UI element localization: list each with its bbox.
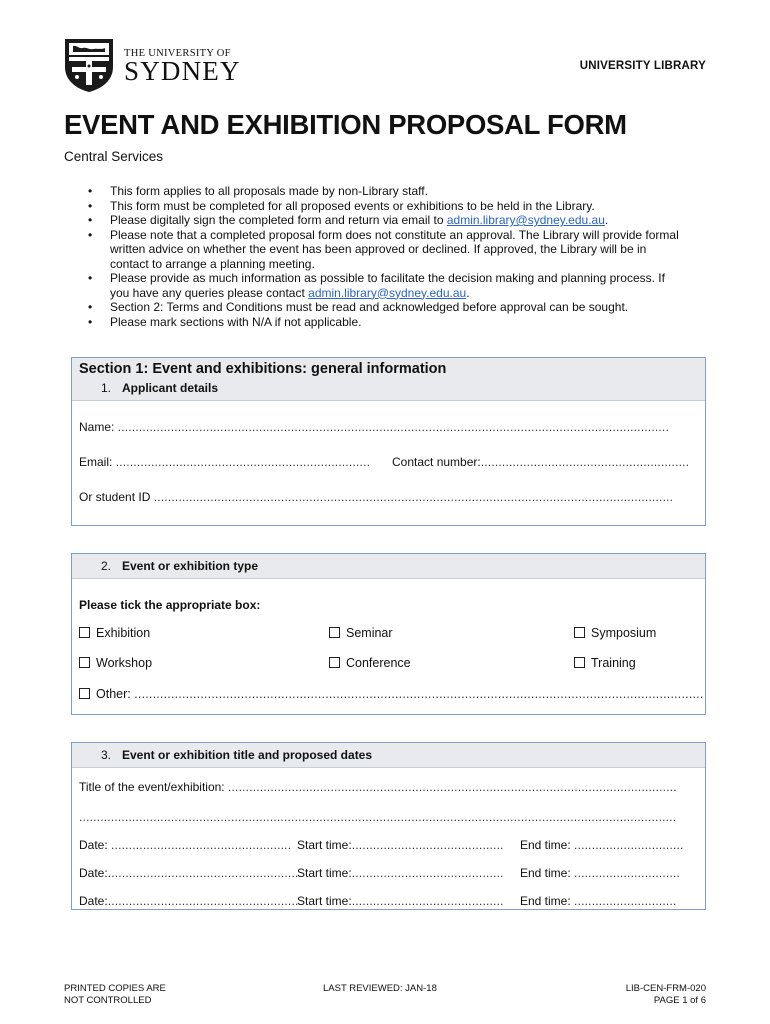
footer-left: PRINTED COPIES ARE NOT CONTROLLED — [64, 983, 166, 1006]
section1-title: Section 1: Event and exhibitions: general information — [79, 361, 447, 377]
section1-header — [72, 358, 705, 401]
event-type-heading: 2. Event or exhibition type — [101, 559, 259, 573]
section3-title-dates-box — [71, 742, 706, 910]
list-item: • This form must be completed for all proposed events or exhibitions to be held in the Library. — [86, 199, 686, 214]
event-title-field[interactable]: Title of the event/exhibition: ............................................................................................................................... — [79, 780, 677, 794]
section3-header — [72, 743, 705, 768]
university-name-small: THE UNIVERSITY OF — [124, 48, 231, 59]
university-crest-icon — [63, 37, 115, 93]
date-field[interactable]: Date:...................................................... — [79, 894, 299, 908]
email-field[interactable]: Email: ........................................................................ — [79, 455, 371, 469]
footer-reviewed: LAST REVIEWED: JAN-18 — [323, 983, 437, 994]
workshop-checkbox[interactable]: Workshop — [79, 656, 152, 670]
section1-applicant-box — [71, 357, 706, 526]
list-item: • Please provide as much information as possible to facilitate the decision making and planning process. If you have any queries please contact admin.library@sydney.edu.au. — [86, 271, 686, 300]
date-field[interactable]: Date:...................................................... — [79, 866, 299, 880]
instructions-list — [86, 184, 686, 329]
other-checkbox[interactable]: Other: ........................................................................................................................................................... — [79, 687, 704, 701]
symposium-checkbox[interactable]: Symposium — [574, 626, 656, 640]
name-field[interactable]: Name: ............................................................................................................................................................ — [79, 420, 669, 434]
training-checkbox[interactable]: Training — [574, 656, 636, 670]
section2-event-type-box — [71, 553, 706, 715]
end-time-field[interactable]: End time: .............................. — [520, 866, 681, 880]
page-subtitle: Central Services — [64, 149, 164, 164]
email-link[interactable]: admin.library@sydney.edu.au — [308, 285, 467, 300]
end-time-field[interactable]: End time: ............................. — [520, 894, 677, 908]
library-label: UNIVERSITY LIBRARY — [579, 60, 706, 72]
exhibition-checkbox[interactable]: Exhibition — [79, 626, 150, 640]
list-item: • Please note that a completed proposal form does not constitute an approval. The Library will provide formal written advice on whether the event has been approved or declined. If approved, the Library will be in contact to arrange a planning meeting. — [86, 228, 686, 272]
email-link[interactable]: admin.library@sydney.edu.au — [446, 213, 605, 227]
date-field[interactable]: Date: ................................................... — [79, 838, 292, 852]
list-item: • Section 2: Terms and Conditions must be read and acknowledged before approval can be sought. — [86, 300, 686, 315]
start-time-field[interactable]: Start time:........................................... — [297, 838, 504, 852]
end-time-field[interactable]: End time: ............................... — [520, 838, 684, 852]
conference-checkbox[interactable]: Conference — [329, 656, 411, 670]
section2-header — [72, 554, 705, 579]
list-item: • Please mark sections with N/A if not applicable. — [86, 315, 686, 330]
start-time-field[interactable]: Start time:........................................... — [297, 866, 504, 880]
footer-doc-ref: LIB-CEN-FRM-020 PAGE 1 of 6 — [625, 983, 706, 1006]
list-item: • Please digitally sign the completed form and return via email to admin.library@sydney.edu.au. — [86, 213, 686, 228]
start-time-field[interactable]: Start time:........................................... — [297, 894, 504, 908]
list-item: • This form applies to all proposals made by non-Library staff. — [86, 184, 686, 199]
page-header — [63, 37, 708, 93]
page-title: EVENT AND EXHIBITION PROPOSAL FORM — [64, 109, 627, 140]
tick-prompt: Please tick the appropriate box: — [79, 598, 261, 612]
university-name: SYDNEY — [124, 56, 241, 86]
student-id-field[interactable]: Or student ID ................................................................................................................................................... — [79, 490, 674, 504]
contact-number-field[interactable]: Contact number:........................................................... — [392, 455, 690, 469]
applicant-details-heading: 1. Applicant details — [101, 381, 219, 395]
event-title-continued-field[interactable]: ......................................................................................................................................................................... — [79, 810, 677, 824]
seminar-checkbox[interactable]: Seminar — [329, 626, 393, 640]
title-dates-heading: 3. Event or exhibition title and proposed dates — [101, 748, 373, 762]
